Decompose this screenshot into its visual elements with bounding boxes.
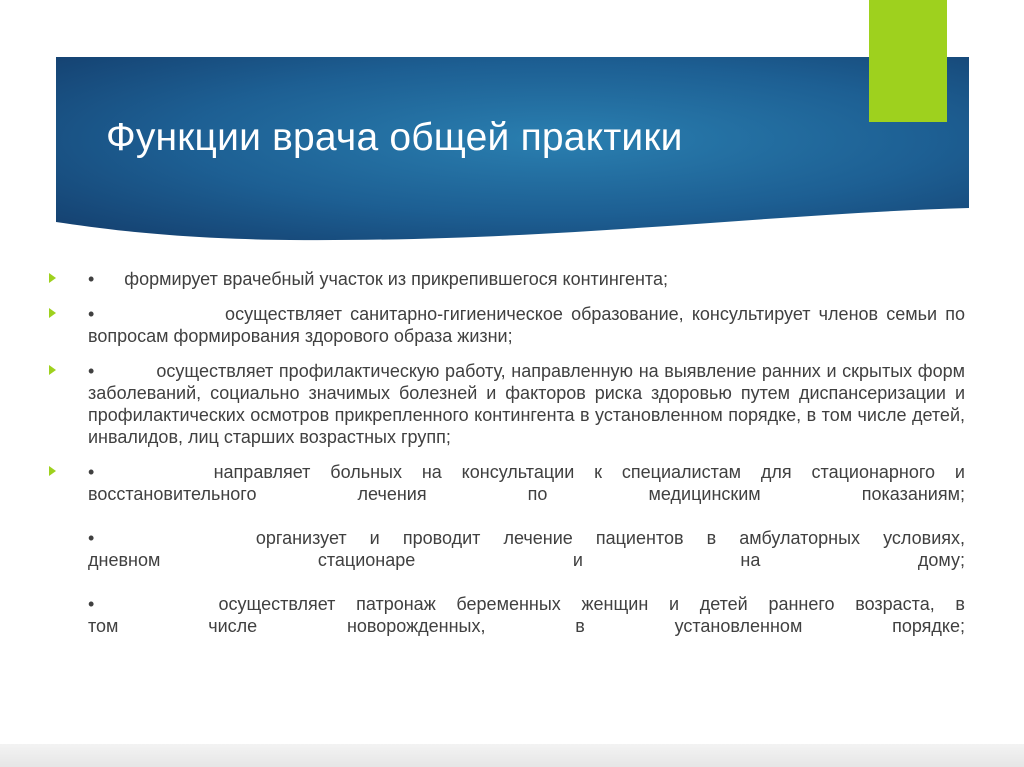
spacer — [88, 571, 965, 593]
bullet-line: восстановительного лечения по медицинским показаниям; — [88, 484, 965, 504]
accent-bar — [869, 0, 947, 122]
bullet-item — [49, 303, 971, 347]
bullet-item — [49, 360, 971, 448]
bullet-item — [49, 461, 965, 637]
bullet-item — [49, 268, 965, 290]
arrow-bullet-icon — [49, 273, 56, 283]
bullet-text: • осуществляет санитарно-гигиеническое образование, консультирует членов семьи по вопросам формирования здорового образа жизни; — [88, 304, 971, 346]
bullet-line: • осуществляет патронаж беременных женщин и детей раннего возраста, в — [88, 594, 965, 614]
arrow-bullet-icon — [49, 365, 56, 375]
arrow-bullet-icon — [49, 308, 56, 318]
spacer — [88, 505, 965, 527]
slide-title: Функции врача общей практики — [106, 116, 683, 159]
bullet-list — [49, 268, 971, 650]
bullet-line: дневном стационаре и на дому; — [88, 550, 965, 570]
bullet-line: • направляет больных на консультации к специалистам для стационарного и — [88, 462, 965, 482]
bullet-text: • осуществляет профилактическую работу, направленную на выявление ранних и скрытых форм заболеваний, социально значимых болезней и факторов риска здоровью путем диспансеризации и профилактических осмотров прикрепленного контингента в установленном порядке, в том числе детей, инвалидов, лиц старших возрастных групп; — [88, 361, 971, 447]
arrow-bullet-icon — [49, 466, 56, 476]
slide-bottom-edge — [0, 744, 1024, 767]
bullet-line: том числе новорожденных, в установленном порядке; — [88, 616, 965, 636]
bullet-line: • организует и проводит лечение пациентов в амбулаторных условиях, — [88, 528, 965, 548]
bullet-text: • формирует врачебный участок из прикрепившегося контингента; — [88, 269, 668, 289]
